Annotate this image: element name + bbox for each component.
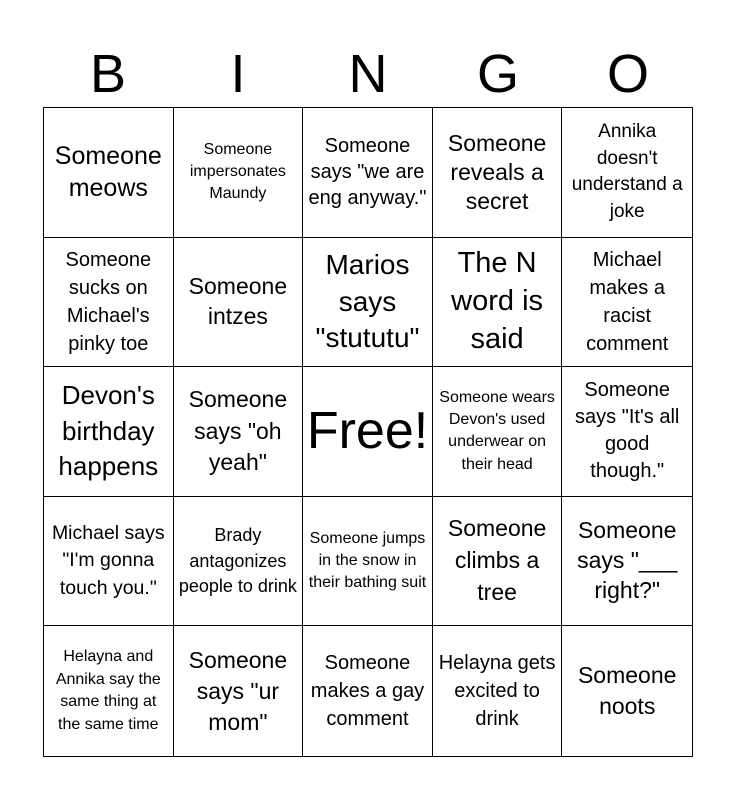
bingo-header — [43, 40, 693, 108]
cell-text: Someone says "It's all good though." — [575, 379, 680, 483]
bingo-cell[interactable] — [44, 497, 174, 627]
bingo-cell[interactable] — [174, 108, 304, 238]
bingo-cell[interactable] — [174, 367, 304, 497]
cell-text: Someone says "oh yeah" — [188, 385, 288, 476]
cell-text: Devon's birthday happens — [58, 379, 159, 482]
header-letter-i: I — [230, 44, 246, 104]
bingo-cell[interactable] — [44, 238, 174, 368]
bingo-cell[interactable] — [433, 238, 563, 368]
cell-text: Michael says "I'm gonna touch you." — [51, 522, 165, 599]
bingo-cell[interactable] — [44, 367, 174, 497]
bingo-cell[interactable] — [44, 626, 174, 756]
header-letter-n: N — [348, 44, 388, 104]
bingo-cell[interactable] — [562, 367, 692, 497]
free-space: Free! — [306, 401, 429, 460]
bingo-cell[interactable] — [44, 108, 174, 238]
bingo-cell[interactable] — [303, 497, 433, 627]
cell-text: Helayna and Annika say the same thing at the same time — [55, 648, 161, 733]
cell-text: Someone jumps in the snow in their bathing suit — [308, 529, 427, 592]
cell-text: Someone impersonates Maundy — [189, 140, 286, 203]
cell-text: Someone meows — [54, 141, 162, 203]
bingo-cell[interactable] — [174, 626, 304, 756]
cell-text: Someone climbs a tree — [447, 515, 547, 605]
cell-text: Someone wears Devon's used underwear on their head — [439, 388, 555, 473]
header-letter-b: B — [89, 44, 127, 104]
cell-text: Someone says "ur mom" — [188, 646, 288, 735]
cell-text: Someone says "we are eng anyway." — [308, 134, 427, 210]
cell-text: The N word is said — [451, 247, 544, 355]
cell-text: Someone reveals a secret — [447, 130, 547, 214]
bingo-board — [43, 107, 693, 757]
cell-text: Someone sucks on Michael's pinky toe — [65, 248, 152, 355]
bingo-cell[interactable] — [433, 626, 563, 756]
bingo-cell[interactable] — [303, 238, 433, 368]
bingo-cell[interactable] — [303, 626, 433, 756]
header-letter-o: O — [606, 44, 649, 104]
cell-text: Michael makes a racist comment — [586, 248, 669, 355]
bingo-cell[interactable] — [174, 497, 304, 627]
cell-text: Helayna gets excited to drink — [438, 652, 556, 731]
cell-text: Someone noots — [577, 662, 677, 720]
cell-text: Brady antagonizes people to drink — [178, 525, 297, 596]
cell-text: Someone intzes — [188, 273, 288, 329]
cell-text: Marios says "stututu" — [315, 249, 420, 354]
bingo-cell[interactable] — [562, 497, 692, 627]
bingo-cell[interactable] — [433, 108, 563, 238]
bingo-cell[interactable] — [562, 626, 692, 756]
cell-text: Someone makes a gay comment — [310, 652, 425, 731]
cell-text: Annika doesn't understand a joke — [571, 121, 683, 222]
cell-text: Someone says "___ right?" — [577, 517, 678, 604]
bingo-cell[interactable] — [562, 238, 692, 368]
bingo-cell[interactable] — [303, 108, 433, 238]
bingo-cell[interactable] — [433, 367, 563, 497]
bingo-cell[interactable] — [433, 497, 563, 627]
header-letter-g: G — [476, 44, 519, 104]
bingo-cell[interactable] — [303, 367, 433, 497]
bingo-cell[interactable] — [174, 238, 304, 368]
bingo-cell[interactable] — [562, 108, 692, 238]
